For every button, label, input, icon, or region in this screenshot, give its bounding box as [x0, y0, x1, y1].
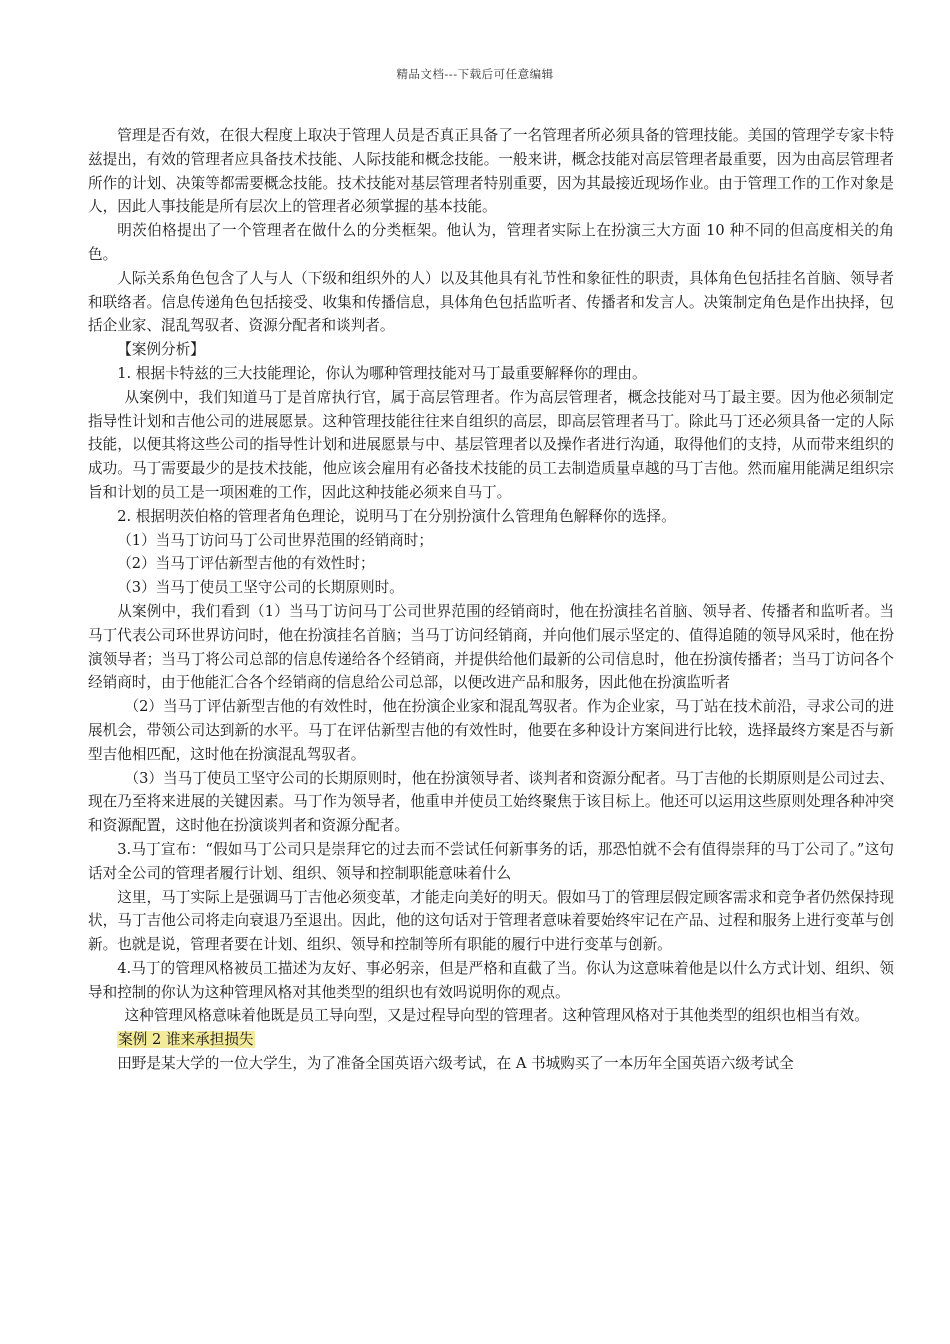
answer-3: 这里，马丁实际上是强调马丁吉他必须变革，才能走向美好的明天。假如马丁的管理层假定顾客需求和竞争者仍然保持现状，马丁吉他公司将走向衰退乃至退出。因此，他的这句话对于管理者意味着要始终牢记在产品、过程和服务上进行变革与创新。也就是说，管理者要在计划、组织、领导和控制等所有职能的履行中进行变革与创新。 — [88, 888, 894, 954]
question-2-item-3: （3）当马丁使员工坚守公司的长期原则时。 — [117, 579, 404, 597]
answer-4: 这种管理风格意味着他既是员工导向型，又是过程导向型的管理者。这种管理风格对于其他类型的组织也相当有效。 — [124, 1007, 869, 1025]
question-2-item-2: （2）当马丁评估新型吉他的有效性时； — [117, 555, 375, 573]
paragraph-management-skills: 管理是否有效，在很大程度上取决于管理人员是否真正具备了一名管理者所必须具备的管理技能。美国的管理学专家卡特兹提出，有效的管理者应具备技术技能、人际技能和概念技能。一般来讲，概念技能对高层管理者最重要，因为由高层管理者所作的计划、决策等都需要概念技能。技术技能对基层管理者特别重要，因为其最接近现场作业。由于管理工作的工作对象是人，因此人事技能是所有层次上的管理者必须掌握的基本技能。 — [88, 127, 894, 216]
answer-2-part-3: （3）当马丁使员工坚守公司的长期原则时，他在扮演领导者、谈判者和资源分配者。马丁吉他的长期原则是公司过去、现在乃至将来进展的关键因素。马丁作为领导者，他重申并使员工始终聚焦于该目标上。他还可以运用这些原则处理各种冲突和资源配置，这时他在扮演谈判者和资源分配者。 — [88, 769, 894, 835]
question-2-item-1: （1）当马丁访问马丁公司世界范围的经销商时； — [117, 531, 433, 549]
case-2-title: 案例 2 谁来承担损失 — [118, 1031, 254, 1049]
case-2-intro: 田野是某大学的一位大学生，为了准备全国英语六级考试，在 A 书城购买了一本历年全国英语六级考试全 — [117, 1055, 794, 1073]
question-1: 1. 根据卡特兹的三大技能理论，你认为哪种管理技能对马丁最重要解释你的理由。 — [117, 364, 647, 382]
question-3: 3.马丁宣布：“假如马丁公司只是崇拜它的过去而不尝试任何新事务的话，那恐怕就不会有值得崇拜的马丁公司了。”这句话对全公司的管理者履行计划、组织、领导和控制职能意味着什么 — [88, 840, 894, 882]
paragraph-mintzberg-framework: 明茨伯格提出了一个管理者在做什么的分类框架。他认为，管理者实际上在扮演三大方面 10 种不同的但高度相关的角色。 — [88, 222, 894, 263]
document-body — [88, 124, 894, 1076]
answer-1: 从案例中，我们知道马丁是首席执行官，属于高层管理者。作为高层管理者，概念技能对马丁最主要。因为他必须制定指导性计划和吉他公司的进展愿景。这种管理技能往往来自组织的高层，即高层管理者马丁。除此马丁还必须具备一定的人际技能，以便其将这些公司的指导性计划和进展愿景与中、基层管理者以及操作者进行沟通，取得他们的支持，从而带来组织的成功。马丁需要最少的是技术技能，他应该会雇用有必备技术技能的员工去制造质量卓越的马丁吉他。然而雇用能满足组织宗旨和计划的员工是一项困难的工作，因此这种技能必须来自马丁。 — [88, 388, 894, 501]
question-4: 4.马丁的管理风格被员工描述为友好、事必躬亲，但是严格和直截了当。你认为这意味着他是以什么方式计划、组织、领导和控制的你认为这种管理风格对其他类型的组织也有效吗说明你的观点。 — [88, 959, 894, 1001]
page-header: 精品文档---下载后可任意编辑 — [396, 67, 554, 81]
question-2: 2. 根据明茨伯格的管理者角色理论，说明马丁在分别扮演什么管理角色解释你的选择。 — [117, 507, 676, 525]
section-heading-case-analysis: 【案例分析】 — [117, 341, 205, 359]
paragraph-roles: 人际关系角色包含了人与人（下级和组织外的人）以及其他具有礼节性和象征性的职责，具体角色包括挂名首脑、领导者和联络者。信息传递角色包括接受、收集和传播信息，具体角色包括监听者、传播者和发言人。决策制定角色是作出抉择，包括企业家、混乱驾驭者、资源分配者和谈判者。 — [88, 269, 894, 335]
answer-2-part-2: （2）当马丁评估新型吉他的有效性时，他在扮演企业家和混乱驾驭者。作为企业家，马丁站在技术前沿，寻求公司的进展机会，带领公司达到新的水平。马丁在评估新型吉他的有效性时，他要在多种设计方案间进行比较，选择最终方案是否与新型吉他相匹配，这时他在扮演混乱驾驭者。 — [88, 698, 894, 763]
case-2-title-line — [88, 1028, 894, 1052]
answer-2-part-1: 从案例中，我们看到（1）当马丁访问马丁公司世界范围的经销商时，他在扮演挂名首脑、领导者、传播者和监听者。当马丁代表公司环世界访问时，他在扮演挂名首脑；当马丁访问经销商，并向他们展示坚定的、值得追随的领导风采时，他在扮演领导者；当马丁将公司总部的信息传递给各个经销商，并提供给他们最新的公司信息时，他在扮演传播者；当马丁访问各个经销商时，由于他能汇合各个经销商的信息给公司总部，以便改进产品和服务，因此他在扮演监听者 — [88, 602, 894, 692]
